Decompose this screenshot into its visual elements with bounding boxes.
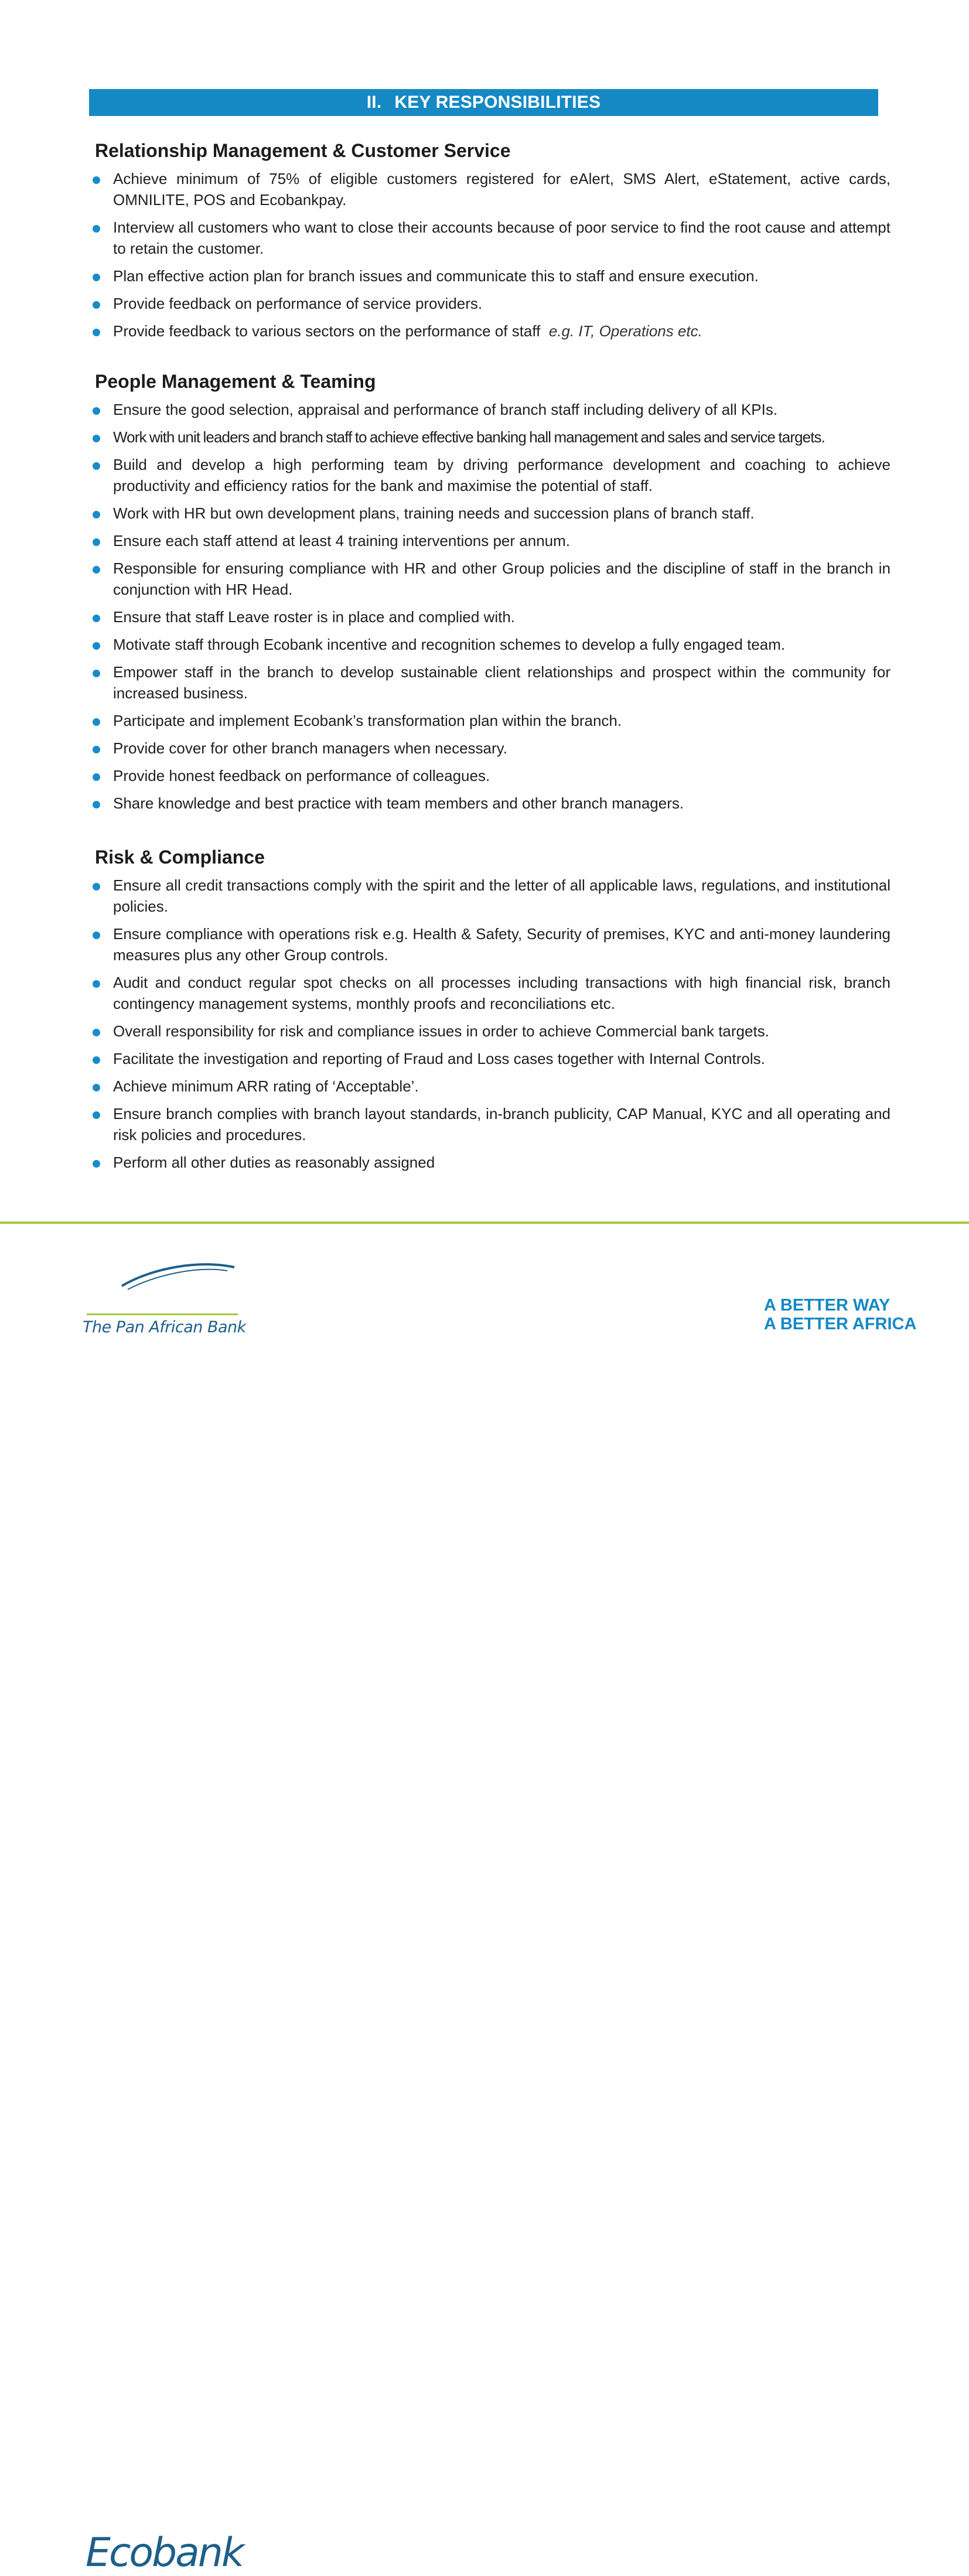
bullet-icon — [93, 642, 100, 650]
list-item — [89, 399, 892, 420]
bullet-icon — [93, 511, 100, 518]
bullet-icon — [93, 329, 100, 336]
list-item — [89, 168, 892, 210]
item-text: Provide feedback to various sectors on the performance of staff — [113, 322, 541, 340]
item-text: Achieve minimum of 75% of eligible customers registered for eAlert, SMS Alert, eStatement, active cards, OMNILITE, POS and Ecobankpay. — [113, 170, 890, 209]
list-item — [89, 661, 892, 704]
section-heading: Risk & Compliance — [95, 847, 265, 868]
item-note: e.g. IT, Operations etc. — [548, 322, 702, 340]
list-item — [89, 1076, 892, 1097]
bullet-icon — [93, 274, 100, 281]
bullet-icon — [93, 670, 100, 677]
slogan-line-2: A BETTER AFRICA — [764, 1315, 917, 1333]
bullet-list — [89, 875, 892, 1173]
bullet-icon — [93, 225, 100, 233]
bullet-icon — [93, 538, 100, 546]
item-text: Motivate staff through Ecobank incentive and recognition schemes to develop a fully engaged team. — [113, 636, 786, 653]
item-text: Work with HR but own development plans, training needs and succession plans of branch staff. — [113, 504, 755, 522]
list-item — [89, 217, 892, 259]
section-risk-compliance — [89, 845, 892, 1179]
list-item — [89, 454, 892, 496]
slogan-line-1: A BETTER WAY — [764, 1296, 890, 1315]
list-item — [89, 293, 892, 314]
logo-tagline: The Pan African Bank — [83, 1318, 246, 1336]
item-text: Facilitate the investigation and reporting of Fraud and Loss cases together with Internal Controls. — [113, 1050, 765, 1067]
list-item — [89, 1048, 892, 1069]
item-text: Share knowledge and best practice with team members and other branch managers. — [113, 794, 684, 812]
bullet-icon — [93, 932, 100, 939]
bullet-icon — [93, 301, 100, 309]
bullet-icon — [93, 1160, 100, 1168]
item-text: Provide feedback on performance of service providers. — [113, 295, 483, 312]
list-item — [89, 1103, 892, 1145]
bullet-icon — [93, 773, 100, 781]
footer-divider — [0, 1222, 969, 1224]
list-item — [89, 793, 892, 814]
item-text: Work with unit leaders and branch staff to achieve effective banking hall management and sales and service targets. — [113, 428, 825, 446]
item-text: Perform all other duties as reasonably assigned — [113, 1154, 435, 1171]
list-item — [89, 765, 892, 786]
bullet-icon — [93, 566, 100, 574]
item-text: Achieve minimum ARR rating of ‘Acceptable’. — [113, 1077, 419, 1095]
list-item — [89, 1152, 892, 1173]
bullet-icon — [93, 746, 100, 753]
bullet-icon — [93, 615, 100, 622]
banner-number: II. — [366, 93, 382, 112]
bullet-icon — [93, 1111, 100, 1119]
logo-wordmark: Ecobank — [86, 2530, 243, 2576]
item-text: Empower staff in the branch to develop sustainable client relationships and prospect within the community for increased business. — [113, 663, 890, 702]
banner-title: KEY RESPONSIBILITIES — [394, 93, 601, 112]
list-item — [89, 738, 892, 759]
section-heading: People Management & Teaming — [95, 371, 376, 392]
item-text: Participate and implement Ecobank’s transformation plan within the branch. — [113, 712, 622, 729]
bullet-icon — [93, 407, 100, 415]
bullet-icon — [93, 1056, 100, 1064]
section-relationship-management — [89, 139, 892, 348]
bullet-icon — [93, 1029, 100, 1036]
bullet-icon — [93, 883, 100, 890]
item-text: Ensure the good selection, appraisal and performance of branch staff including delivery of all KPIs. — [113, 401, 778, 418]
item-text: Provide cover for other branch managers when necessary. — [113, 739, 507, 757]
bullet-icon — [93, 980, 100, 988]
item-text: Plan effective action plan for branch issues and communicate this to staff and ensure execution. — [113, 267, 759, 285]
list-item — [89, 1021, 892, 1042]
item-text: Build and develop a high performing team by driving performance development and coaching to achieve productivity and efficiency ratios for the bank and maximise the potential of staff. — [113, 456, 890, 494]
item-text: Interview all customers who want to close their accounts because of poor service to find the root cause and attempt to retain the customer. — [113, 219, 890, 257]
item-text: Ensure compliance with operations risk e.g. Health & Safety, Security of premises, KYC and anti-money laundering measures plus any other Group controls. — [113, 925, 890, 964]
bullet-icon — [93, 718, 100, 726]
bullet-icon — [93, 801, 100, 808]
item-text: Ensure each staff attend at least 4 training interventions per annum. — [113, 532, 570, 550]
item-text: Provide honest feedback on performance of colleagues. — [113, 767, 490, 784]
list-item — [89, 710, 892, 731]
bullet-icon — [93, 462, 100, 470]
list-item — [89, 558, 892, 600]
item-text: Ensure that staff Leave roster is in place and complied with. — [113, 608, 516, 626]
list-item — [89, 530, 892, 551]
item-text: Ensure branch complies with branch layout standards, in-branch publicity, CAP Manual, KYC and all operating and risk policies and procedures. — [113, 1105, 890, 1144]
bullet-list — [89, 168, 892, 342]
list-item — [89, 320, 892, 342]
section-people-management — [89, 370, 892, 820]
list-item — [89, 265, 892, 286]
bullet-icon — [93, 435, 100, 442]
item-text: Audit and conduct regular spot checks on all processes including transactions with high financial risk, branch contingency management systems, monthly proofs and reconciliations etc. — [113, 974, 890, 1012]
list-item — [89, 503, 892, 524]
footer-slogan — [764, 1296, 916, 1333]
list-item — [89, 972, 892, 1014]
section-heading: Relationship Management & Customer Service — [95, 140, 511, 161]
list-item — [89, 634, 892, 655]
item-text: Ensure all credit transactions comply with the spirit and the letter of all applicable laws, regulations, and institutional policies. — [113, 876, 890, 915]
bullet-icon — [93, 1084, 100, 1091]
list-item — [89, 427, 892, 448]
item-text: Responsible for ensuring compliance with HR and other Group policies and the discipline of staff in the branch in conjunction with HR Head. — [113, 559, 890, 598]
logo-underline — [87, 1313, 238, 1315]
item-text: Overall responsibility for risk and compliance issues in order to achieve Commercial bank targets. — [113, 1022, 769, 1040]
section-banner — [89, 89, 878, 116]
list-item — [89, 875, 892, 917]
list-item — [89, 923, 892, 965]
list-item — [89, 606, 892, 627]
bullet-icon — [93, 176, 100, 184]
bullet-list — [89, 399, 892, 814]
